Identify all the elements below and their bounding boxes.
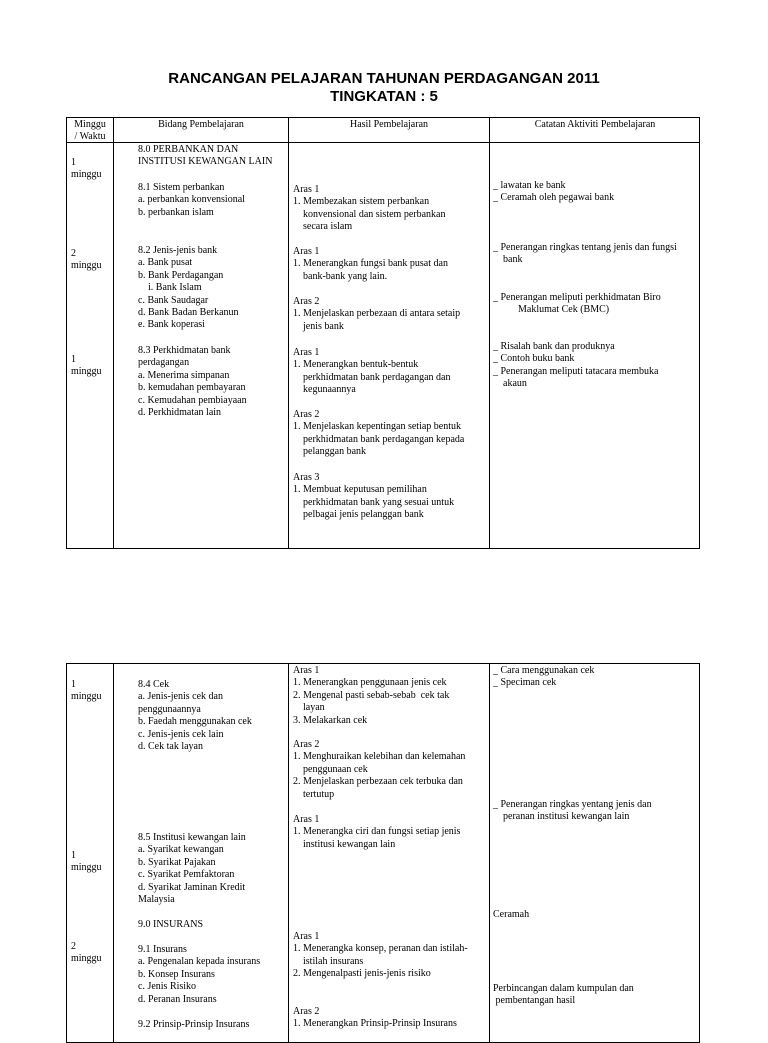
outcome-cell: Aras 1 1. Menerangkan fungsi bank pusat dan bank-bank yang lain.: [293, 246, 448, 282]
outcome-cell: Aras 2 1. Menjelaskan perbezaan di antara setaip jenis bank: [293, 296, 461, 332]
outcome-cell: Aras 1 1. Menerangkan penggunaan jenis cek 2. Mengenal pasti sebab-sebab cek tak layan 3. Melakarkan cek: [293, 665, 450, 726]
topic-cell: 8.3 Perkhidmatan bank perdagangan a. Menerima simpanan b. kemudahan pembayaran c. Kemudahan pembiayaan d. Perkhidmatan lain: [138, 345, 247, 419]
column-divider: [113, 664, 114, 1042]
topic-cell: 9.2 Prinsip-Prinsip Insurans: [138, 1019, 250, 1030]
lesson-plan-table-1: [66, 117, 700, 549]
outcome-cell: Aras 1 1. Menerangkan bentuk-bentuk perkhidmatan bank perdagangan dan kegunaannya: [293, 347, 451, 396]
week-cell: 2 minggu: [71, 248, 102, 272]
activity-cell: Perbincangan dalam kumpulan dan pembentangan hasil: [493, 983, 634, 1007]
outcome-cell: Aras 3 1. Membuat keputusan pemilihan perkhidmatan bank yang sesuai untuk pelbagai jenis pelanggan bank: [293, 472, 455, 521]
week-cell: 1 minggu: [71, 157, 102, 181]
document-subtitle: TINGKATAN : 5: [330, 88, 438, 105]
week-cell: 1 minggu: [71, 679, 102, 703]
column-divider: [288, 118, 289, 548]
outcome-cell: Aras 1 1. Menerangka konsep, peranan dan istilah- istilah insurans 2. Mengenalpasti jenis-jenis risiko: [293, 931, 468, 980]
header-divider: [67, 142, 699, 143]
column-divider: [113, 118, 114, 548]
outcome-cell: Aras 1 1. Menerangka ciri dan fungsi setiap jenis institusi kewangan lain: [293, 814, 461, 850]
outcome-cell: Aras 2 1. Menghuraikan kelebihan dan kelemahan penggunaan cek 2. Menjelaskan perbezaan cek terbuka dan tertutup: [293, 739, 466, 800]
week-cell: 1 minggu: [71, 850, 102, 874]
activity-cell: _ Cara menggunakan cek _ Speciman cek: [493, 665, 595, 689]
column-divider: [489, 118, 490, 548]
header-activity: Catatan Aktiviti Pembelajaran: [534, 119, 656, 130]
column-divider: [288, 664, 289, 1042]
week-cell: 2 minggu: [71, 941, 102, 965]
header-topic: Bidang Pembelajaran: [158, 119, 244, 130]
column-divider: [489, 664, 490, 1042]
topic-cell: 8.4 Cek a. Jenis-jenis cek dan penggunaannya b. Faedah menggunakan cek c. Jenis-jenis cek lain d. Cek tak layan: [138, 679, 252, 753]
outcome-cell: Aras 2 1. Menerangkan Prinsip-Prinsip Insurans: [293, 1006, 457, 1030]
lesson-plan-table-2: [66, 663, 700, 1043]
header-week: Minggu / Waktu: [74, 119, 106, 143]
activity-cell: _ Penerangan ringkas yentang jenis dan peranan institusi kewangan lain: [493, 799, 652, 823]
topic-cell: 8.1 Sistem perbankan a. perbankan konvensional b. perbankan islam: [138, 182, 245, 218]
topic-cell: 8.2 Jenis-jenis bank a. Bank pusat b. Bank Perdagangan i. Bank Islam c. Bank Saudagar d. Bank Badan Berkanun e. Bank koperasi: [138, 245, 239, 331]
week-cell: 1 minggu: [71, 354, 102, 378]
topic-cell: 9.1 Insurans a. Pengenalan kepada insurans b. Konsep Insurans c. Jenis Risiko d. Peranan Insurans: [138, 944, 261, 1005]
topic-cell: 8.5 Institusi kewangan lain a. Syarikat kewangan b. Syarikat Pajakan c. Syarikat Pemfaktoran d. Syarikat Jaminan Kredit Malaysia: [138, 832, 246, 906]
outcome-cell: Aras 1 1. Membezakan sistem perbankan konvensional dan sistem perbankan secara islam: [293, 184, 446, 233]
activity-cell: _ Risalah bank dan produknya _ Contoh buku bank _ Penerangan meliputi tatacara membuka akaun: [493, 341, 659, 390]
document-title: RANCANGAN PELAJARAN TAHUNAN PERDAGANGAN 2011: [168, 70, 600, 87]
header-outcome: Hasil Pembelajaran: [349, 119, 429, 130]
activity-cell: Ceramah: [493, 909, 530, 920]
activity-cell: _ Penerangan meliputi perkhidmatan Biro Maklumat Cek (BMC): [493, 292, 661, 316]
activity-cell: _ Penerangan ringkas tentang jenis dan fungsi bank: [493, 242, 677, 266]
activity-cell: _ lawatan ke bank _ Ceramah oleh pegawai bank: [493, 180, 615, 204]
topic-heading: 8.0 PERBANKAN DAN INSTITUSI KEWANGAN LAIN: [138, 144, 273, 168]
outcome-cell: Aras 2 1. Menjelaskan kepentingan setiap bentuk perkhidmatan bank perdagangan kepada pelanggan bank: [293, 409, 465, 458]
topic-heading: 9.0 INSURANS: [138, 919, 204, 930]
